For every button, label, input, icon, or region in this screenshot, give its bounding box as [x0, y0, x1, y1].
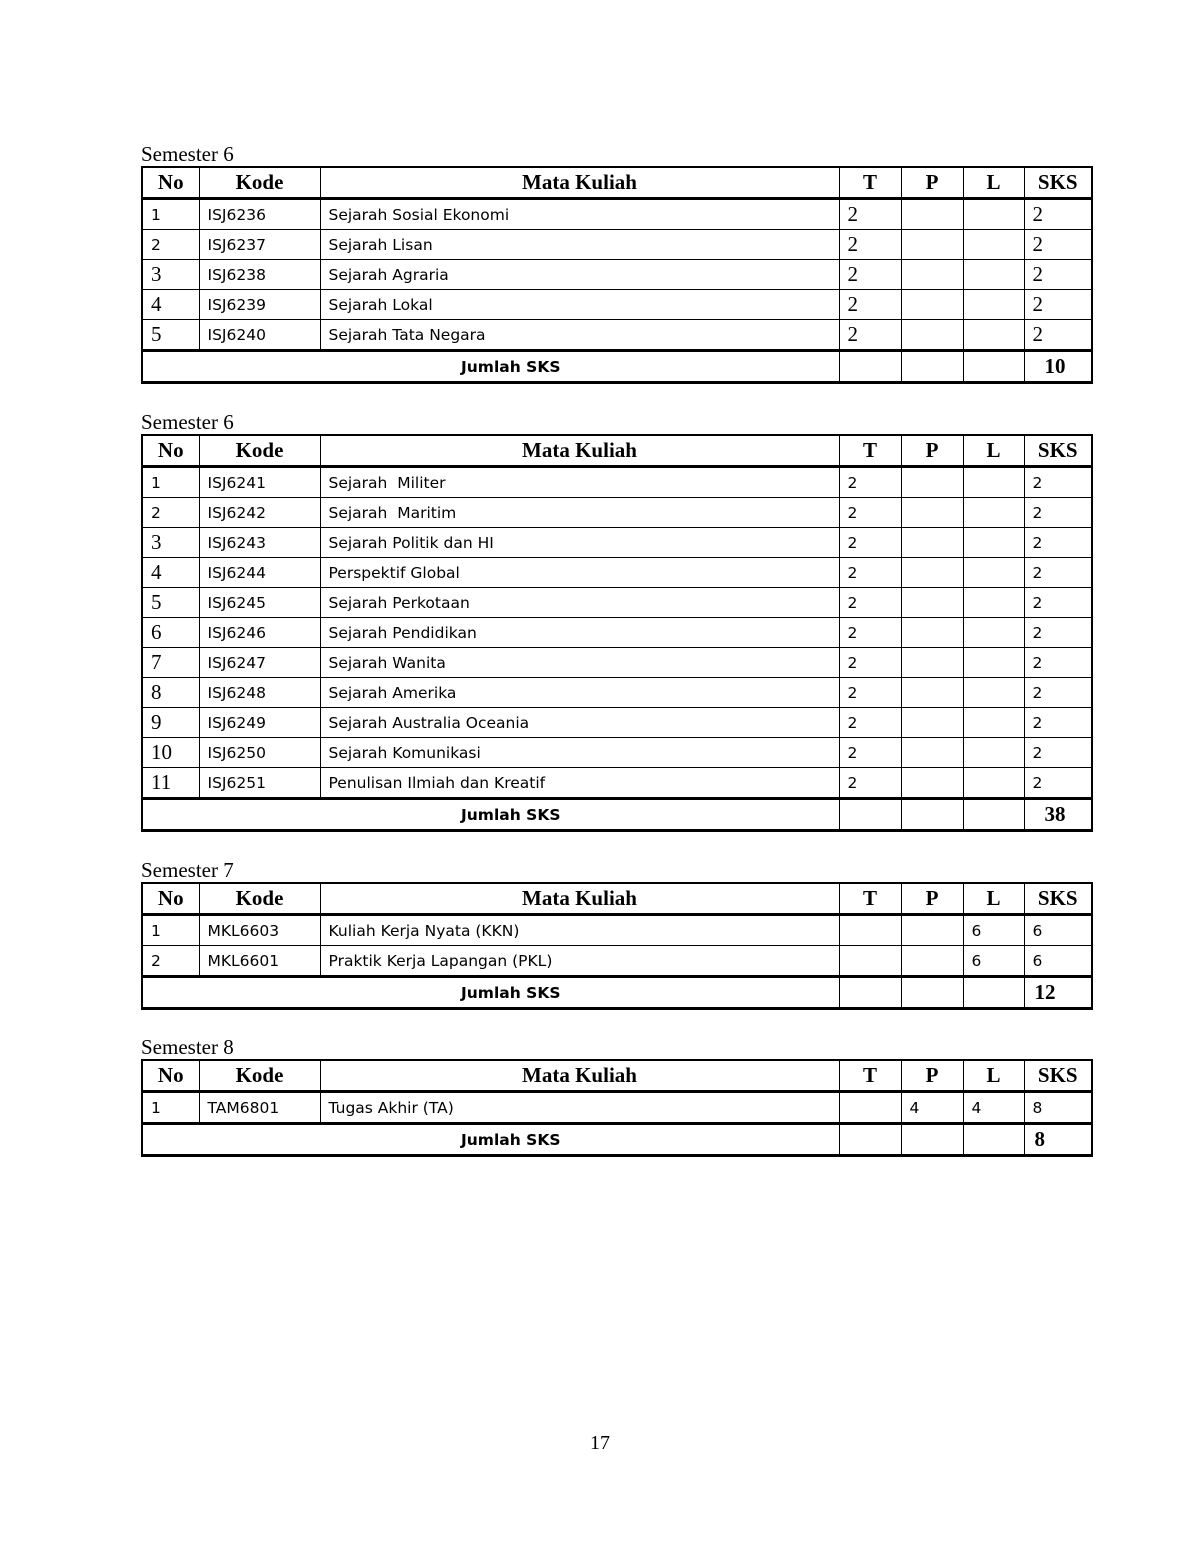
header-no: No — [142, 883, 199, 915]
total-label: Jumlah SKS — [142, 799, 839, 831]
cell-l: 6 — [963, 946, 1024, 977]
cell-sks: 2 — [1024, 648, 1092, 678]
cell-no: 2 — [142, 230, 199, 260]
cell-p — [901, 768, 963, 799]
cell-sks: 2 — [1024, 678, 1092, 708]
table-row — [142, 678, 1092, 708]
cell-p — [901, 618, 963, 648]
cell-p — [901, 678, 963, 708]
table-row — [142, 708, 1092, 738]
cell-sks: 2 — [1024, 498, 1092, 528]
cell-mata-kuliah: Sejarah Agraria — [320, 260, 839, 290]
cell-l — [963, 290, 1024, 320]
cell-p — [901, 290, 963, 320]
header-row — [142, 883, 1092, 915]
cell-mata-kuliah: Sejarah Lokal — [320, 290, 839, 320]
cell-p — [901, 558, 963, 588]
cell-p — [901, 946, 963, 977]
header-mata-kuliah: Mata Kuliah — [320, 883, 839, 915]
header-p: P — [901, 167, 963, 199]
cell-t: 2 — [839, 768, 901, 799]
cell-sks: 2 — [1024, 588, 1092, 618]
cell-l — [963, 320, 1024, 351]
cell-mata-kuliah: Sejarah Pendidikan — [320, 618, 839, 648]
cell-kode: ISJ6248 — [199, 678, 320, 708]
table-row — [142, 199, 1092, 230]
cell-p — [901, 351, 963, 383]
cell-mata-kuliah: Sejarah Sosial Ekonomi — [320, 199, 839, 230]
cell-mata-kuliah: Sejarah Lisan — [320, 230, 839, 260]
total-row — [142, 351, 1092, 383]
cell-l — [963, 708, 1024, 738]
cell-no: 2 — [142, 946, 199, 977]
cell-mata-kuliah: Penulisan Ilmiah dan Kreatif — [320, 768, 839, 799]
table-row — [142, 498, 1092, 528]
cell-l — [963, 678, 1024, 708]
semester-section — [141, 1035, 1091, 1157]
cell-kode: ISJ6243 — [199, 528, 320, 558]
header-t: T — [839, 435, 901, 467]
header-no: No — [142, 435, 199, 467]
cell-t — [839, 915, 901, 946]
cell-no: 1 — [142, 199, 199, 230]
header-mata-kuliah: Mata Kuliah — [320, 435, 839, 467]
cell-p — [901, 260, 963, 290]
cell-mata-kuliah: Kuliah Kerja Nyata (KKN) — [320, 915, 839, 946]
table-row — [142, 230, 1092, 260]
header-kode: Kode — [199, 1060, 320, 1092]
total-sks: 38 — [1024, 799, 1092, 831]
header-t: T — [839, 883, 901, 915]
semester-section — [141, 410, 1091, 832]
semester-section — [141, 142, 1091, 384]
cell-l — [963, 768, 1024, 799]
table-row — [142, 290, 1092, 320]
cell-t: 2 — [839, 260, 901, 290]
cell-kode: TAM6801 — [199, 1092, 320, 1124]
cell-no: 2 — [142, 498, 199, 528]
cell-p — [901, 467, 963, 498]
semester-title: Semester 6 — [141, 410, 234, 434]
cell-t: 2 — [839, 678, 901, 708]
cell-no: 3 — [142, 260, 199, 290]
table-row — [142, 738, 1092, 768]
cell-no: 3 — [142, 528, 199, 558]
cell-kode: ISJ6247 — [199, 648, 320, 678]
cell-no: 7 — [142, 648, 199, 678]
header-l: L — [963, 1060, 1024, 1092]
cell-l — [963, 618, 1024, 648]
cell-no: 1 — [142, 467, 199, 498]
header-kode: Kode — [199, 167, 320, 199]
table-row — [142, 467, 1092, 498]
cell-no: 8 — [142, 678, 199, 708]
cell-p — [901, 738, 963, 768]
cell-no: 1 — [142, 915, 199, 946]
semester-title: Semester 8 — [141, 1035, 234, 1059]
cell-t: 2 — [839, 618, 901, 648]
table-row — [142, 768, 1092, 799]
cell-sks: 2 — [1024, 618, 1092, 648]
cell-sks: 6 — [1024, 946, 1092, 977]
cell-kode: MKL6603 — [199, 915, 320, 946]
cell-kode: MKL6601 — [199, 946, 320, 977]
cell-t — [839, 1092, 901, 1124]
cell-no: 9 — [142, 708, 199, 738]
cell-l — [963, 351, 1024, 383]
cell-t: 2 — [839, 467, 901, 498]
cell-sks: 2 — [1024, 290, 1092, 320]
course-table — [141, 166, 1093, 384]
table-row — [142, 648, 1092, 678]
cell-p — [901, 498, 963, 528]
cell-l — [963, 558, 1024, 588]
total-label: Jumlah SKS — [142, 1124, 839, 1156]
cell-kode: ISJ6245 — [199, 588, 320, 618]
cell-mata-kuliah: Sejarah Wanita — [320, 648, 839, 678]
cell-sks: 2 — [1024, 467, 1092, 498]
cell-l — [963, 199, 1024, 230]
total-sks: 8 — [1024, 1124, 1092, 1156]
header-sks: SKS — [1024, 435, 1092, 467]
cell-kode: ISJ6237 — [199, 230, 320, 260]
cell-t: 2 — [839, 588, 901, 618]
cell-l — [963, 799, 1024, 831]
header-row — [142, 167, 1092, 199]
cell-l — [963, 977, 1024, 1009]
cell-p — [901, 977, 963, 1009]
course-table — [141, 1059, 1093, 1157]
cell-p — [901, 708, 963, 738]
cell-mata-kuliah: Sejarah Tata Negara — [320, 320, 839, 351]
cell-t: 2 — [839, 199, 901, 230]
cell-l — [963, 467, 1024, 498]
cell-t: 2 — [839, 708, 901, 738]
cell-mata-kuliah: Sejarah Australia Oceania — [320, 708, 839, 738]
cell-sks: 2 — [1024, 708, 1092, 738]
cell-p — [901, 528, 963, 558]
table-row — [142, 558, 1092, 588]
cell-p — [901, 648, 963, 678]
cell-l — [963, 648, 1024, 678]
cell-no: 4 — [142, 290, 199, 320]
semester-title: Semester 7 — [141, 858, 234, 882]
table-row — [142, 528, 1092, 558]
cell-sks: 2 — [1024, 199, 1092, 230]
header-kode: Kode — [199, 883, 320, 915]
table-row — [142, 588, 1092, 618]
cell-kode: ISJ6251 — [199, 768, 320, 799]
cell-t: 2 — [839, 230, 901, 260]
cell-mata-kuliah: Sejarah Maritim — [320, 498, 839, 528]
header-t: T — [839, 167, 901, 199]
cell-t — [839, 946, 901, 977]
cell-t: 2 — [839, 738, 901, 768]
semester-title: Semester 6 — [141, 142, 234, 166]
cell-t: 2 — [839, 648, 901, 678]
header-l: L — [963, 167, 1024, 199]
cell-no: 5 — [142, 588, 199, 618]
cell-no: 11 — [142, 768, 199, 799]
cell-l — [963, 260, 1024, 290]
cell-sks: 8 — [1024, 1092, 1092, 1124]
cell-t: 2 — [839, 498, 901, 528]
cell-no: 4 — [142, 558, 199, 588]
total-label: Jumlah SKS — [142, 977, 839, 1009]
semester-section — [141, 858, 1091, 1010]
header-mata-kuliah: Mata Kuliah — [320, 1060, 839, 1092]
cell-sks: 6 — [1024, 915, 1092, 946]
cell-mata-kuliah: Sejarah Perkotaan — [320, 588, 839, 618]
cell-p — [901, 588, 963, 618]
cell-t — [839, 799, 901, 831]
total-sks: 10 — [1024, 351, 1092, 383]
cell-l: 6 — [963, 915, 1024, 946]
cell-p — [901, 230, 963, 260]
cell-l — [963, 1124, 1024, 1156]
header-row — [142, 435, 1092, 467]
cell-l — [963, 498, 1024, 528]
cell-p — [901, 1124, 963, 1156]
cell-p — [901, 799, 963, 831]
cell-mata-kuliah: Perspektif Global — [320, 558, 839, 588]
cell-kode: ISJ6246 — [199, 618, 320, 648]
header-p: P — [901, 1060, 963, 1092]
cell-l — [963, 528, 1024, 558]
cell-sks: 2 — [1024, 558, 1092, 588]
cell-sks: 2 — [1024, 320, 1092, 351]
cell-t: 2 — [839, 558, 901, 588]
cell-kode: ISJ6238 — [199, 260, 320, 290]
cell-sks: 2 — [1024, 768, 1092, 799]
table-row — [142, 618, 1092, 648]
course-table — [141, 434, 1093, 832]
cell-kode: ISJ6236 — [199, 199, 320, 230]
cell-mata-kuliah: Praktik Kerja Lapangan (PKL) — [320, 946, 839, 977]
cell-p: 4 — [901, 1092, 963, 1124]
cell-mata-kuliah: Sejarah Amerika — [320, 678, 839, 708]
cell-mata-kuliah: Tugas Akhir (TA) — [320, 1092, 839, 1124]
total-sks: 12 — [1024, 977, 1092, 1009]
cell-kode: ISJ6241 — [199, 467, 320, 498]
header-no: No — [142, 1060, 199, 1092]
cell-kode: ISJ6242 — [199, 498, 320, 528]
page-number: 17 — [590, 1432, 610, 1454]
header-row — [142, 1060, 1092, 1092]
cell-no: 1 — [142, 1092, 199, 1124]
cell-t: 2 — [839, 290, 901, 320]
course-table — [141, 882, 1093, 1010]
cell-kode: ISJ6244 — [199, 558, 320, 588]
cell-l: 4 — [963, 1092, 1024, 1124]
cell-p — [901, 320, 963, 351]
total-row — [142, 977, 1092, 1009]
header-sks: SKS — [1024, 167, 1092, 199]
table-row — [142, 915, 1092, 946]
cell-l — [963, 738, 1024, 768]
cell-t — [839, 351, 901, 383]
total-row — [142, 799, 1092, 831]
cell-kode: ISJ6239 — [199, 290, 320, 320]
cell-mata-kuliah: Sejarah Komunikasi — [320, 738, 839, 768]
header-p: P — [901, 435, 963, 467]
cell-sks: 2 — [1024, 738, 1092, 768]
cell-sks: 2 — [1024, 528, 1092, 558]
cell-l — [963, 588, 1024, 618]
table-row — [142, 1092, 1092, 1124]
header-l: L — [963, 435, 1024, 467]
cell-t — [839, 1124, 901, 1156]
cell-mata-kuliah: Sejarah Militer — [320, 467, 839, 498]
header-p: P — [901, 883, 963, 915]
header-t: T — [839, 1060, 901, 1092]
table-row — [142, 260, 1092, 290]
header-kode: Kode — [199, 435, 320, 467]
cell-t: 2 — [839, 320, 901, 351]
cell-kode: ISJ6249 — [199, 708, 320, 738]
total-label: Jumlah SKS — [142, 351, 839, 383]
cell-kode: ISJ6240 — [199, 320, 320, 351]
total-row — [142, 1124, 1092, 1156]
cell-sks: 2 — [1024, 260, 1092, 290]
cell-p — [901, 199, 963, 230]
header-sks: SKS — [1024, 883, 1092, 915]
header-l: L — [963, 883, 1024, 915]
cell-l — [963, 230, 1024, 260]
table-row — [142, 946, 1092, 977]
cell-p — [901, 915, 963, 946]
cell-sks: 2 — [1024, 230, 1092, 260]
cell-no: 10 — [142, 738, 199, 768]
header-sks: SKS — [1024, 1060, 1092, 1092]
cell-no: 6 — [142, 618, 199, 648]
cell-t: 2 — [839, 528, 901, 558]
table-row — [142, 320, 1092, 351]
header-no: No — [142, 167, 199, 199]
cell-mata-kuliah: Sejarah Politik dan HI — [320, 528, 839, 558]
cell-t — [839, 977, 901, 1009]
cell-no: 5 — [142, 320, 199, 351]
cell-kode: ISJ6250 — [199, 738, 320, 768]
header-mata-kuliah: Mata Kuliah — [320, 167, 839, 199]
